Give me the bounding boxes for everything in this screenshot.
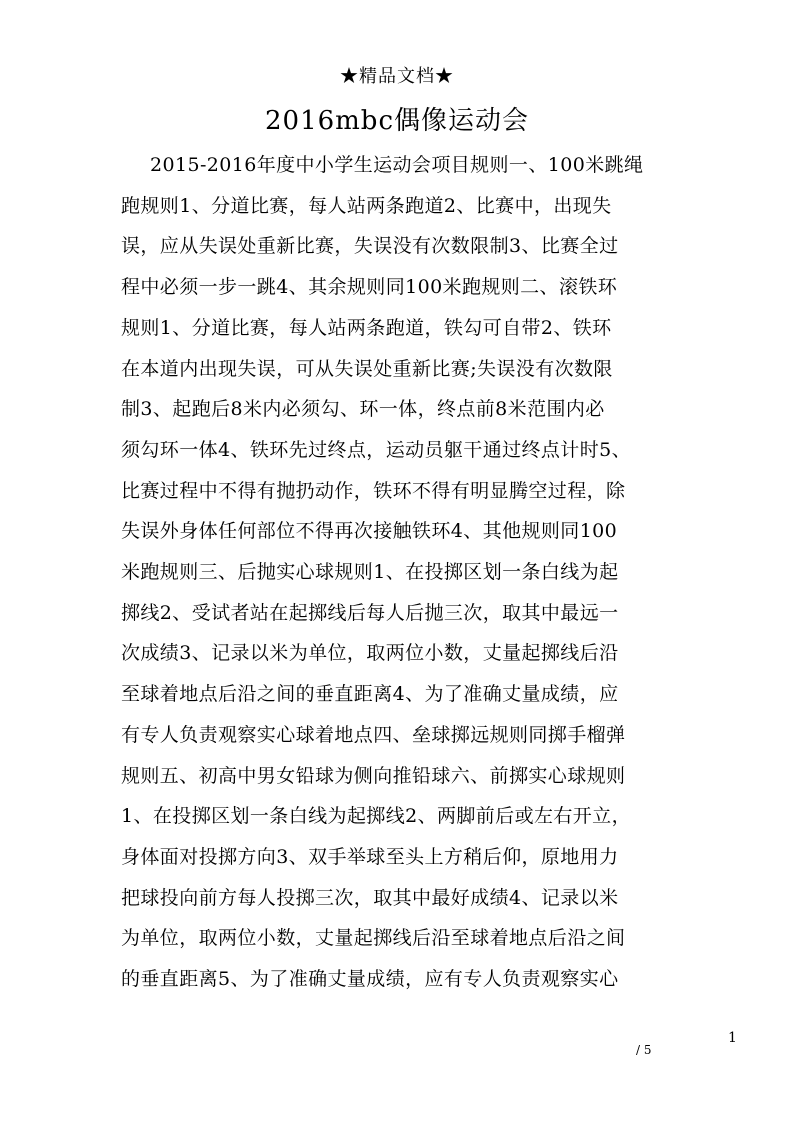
body-line: 米跑规则三、后抛实心球规则1、在投掷区划一条白线为起	[121, 561, 619, 584]
body-line: 跑规则1、分道比赛，每人站两条跑道2、比赛中，出现失	[121, 194, 612, 217]
body-line: 把球投向前方每人投掷三次，取其中最好成绩4、记录以米	[121, 886, 619, 909]
body-line: 规则五、初高中男女铅球为侧向推铅球六、前掷实心球规则	[121, 764, 626, 787]
body-line: 2015-2016年度中小学生运动会项目规则一、100米跳绳	[150, 154, 644, 176]
body-line: 至球着地点后沿之间的垂直距离4、为了准确丈量成绩，应	[121, 683, 619, 706]
page-total: / 5	[636, 1043, 652, 1057]
body-line: 次成绩3、记录以米为单位，取两位小数，丈量起掷线后沿	[121, 642, 619, 665]
document-watermark-header: ★精品文档★	[340, 66, 454, 87]
body-line: 比赛过程中不得有抛扔动作，铁环不得有明显腾空过程，除	[121, 479, 626, 502]
body-line: 规则1、分道比赛，每人站两条跑道，铁勾可自带2、铁环	[121, 316, 612, 339]
body-line: 掷线2、受试者站在起掷线后每人后抛三次，取其中最远一	[121, 601, 619, 624]
body-line: 程中必须一步一跳4、其余规则同100米跑规则二、滚铁环	[121, 276, 618, 299]
body-line: 须勾环一体4、铁环先过终点，运动员躯干通过终点计时5、	[121, 438, 631, 461]
body-line: 1、在投掷区划一条白线为起掷线2、两脚前后或左右开立，	[121, 805, 631, 828]
document-body	[121, 145, 686, 1000]
body-line: 的垂直距离5、为了准确丈量成绩，应有专人负责观察实心	[121, 968, 619, 991]
body-line: 误，应从失误处重新比赛，失误没有次数限制3、比赛全过	[121, 235, 619, 258]
body-line: 在本道内出现失误，可从失误处重新比赛;失误没有次数限	[121, 357, 613, 380]
page-number: 1	[728, 1030, 737, 1046]
body-line: 身体面对投掷方向3、双手举球至头上方稍后仰，原地用力	[121, 845, 619, 868]
body-line: 有专人负责观察实心球着地点四、垒球掷远规则同掷手榴弹	[121, 723, 626, 746]
body-line: 制3、起跑后8米内必须勾、环一体，终点前8米范围内必	[121, 398, 605, 421]
document-title: 2016mbc偶像运动会	[264, 106, 530, 136]
body-line: 失误外身体任何部位不得再次接触铁环4、其他规则同100	[121, 520, 618, 543]
body-line: 为单位，取两位小数，丈量起掷线后沿至球着地点后沿之间	[121, 927, 626, 950]
